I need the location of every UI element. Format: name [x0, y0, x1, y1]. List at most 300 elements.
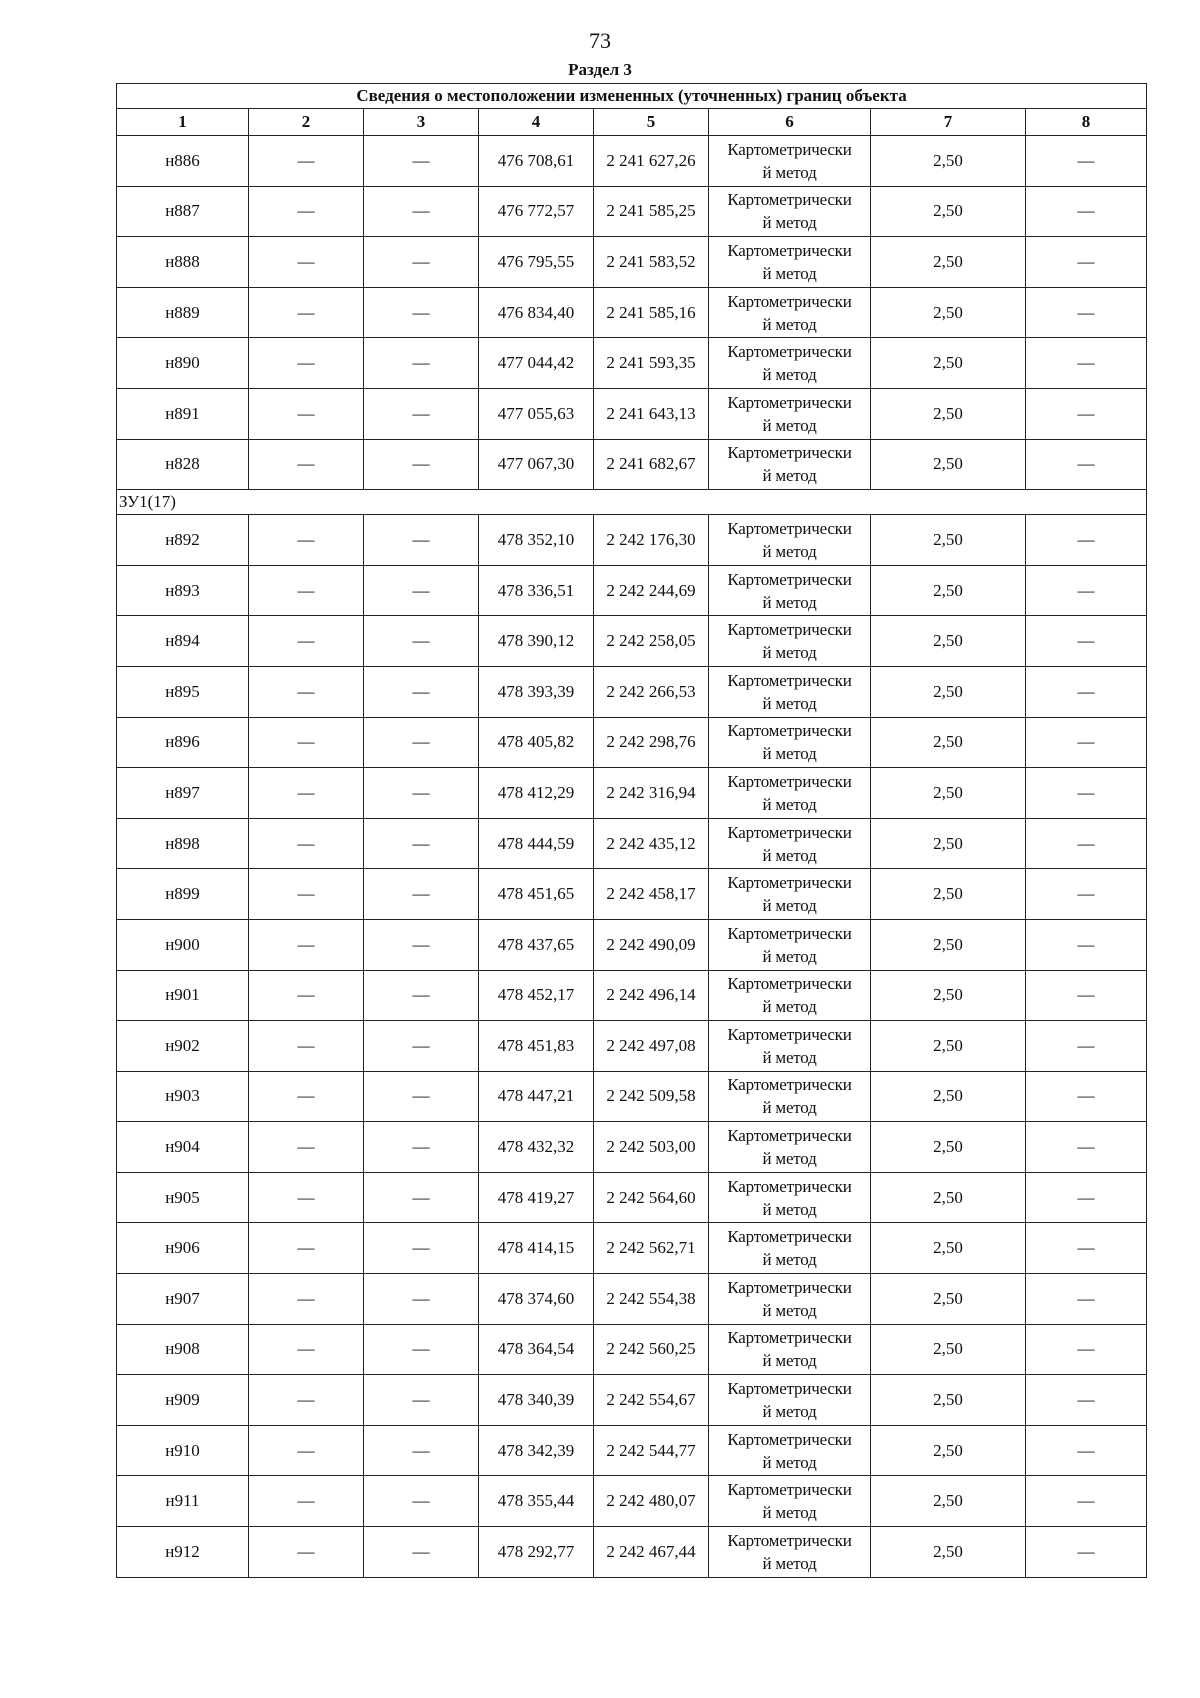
y-coordinate-cell: 2 241 585,16 [594, 287, 709, 338]
point-id-cell: н887 [117, 186, 249, 237]
x-coordinate-cell: 476 772,57 [479, 186, 594, 237]
point-id-cell: н909 [117, 1375, 249, 1426]
column-8-cell: — [1026, 1375, 1147, 1426]
column-8-cell: — [1026, 1527, 1147, 1578]
y-coordinate-cell: 2 241 585,25 [594, 186, 709, 237]
accuracy-cell: 2,50 [871, 515, 1026, 566]
method-line-2: й метод [762, 263, 817, 283]
column-2-cell: — [249, 136, 364, 187]
point-id-cell: н892 [117, 515, 249, 566]
method-line-2: й метод [762, 162, 817, 182]
point-id-cell: н890 [117, 338, 249, 389]
point-id-cell: н888 [117, 237, 249, 288]
method-line-2: й метод [762, 997, 817, 1017]
accuracy-cell: 2,50 [871, 869, 1026, 920]
method-cell [709, 666, 871, 717]
column-8-cell: — [1026, 1425, 1147, 1476]
column-2-cell: — [249, 1021, 364, 1072]
x-coordinate-cell: 478 340,39 [479, 1375, 594, 1426]
accuracy-cell: 2,50 [871, 1223, 1026, 1274]
method-cell [709, 1172, 871, 1223]
y-coordinate-cell: 2 242 564,60 [594, 1172, 709, 1223]
group-row [117, 490, 1147, 515]
accuracy-cell: 2,50 [871, 666, 1026, 717]
point-id-cell: н905 [117, 1172, 249, 1223]
point-id-cell: н828 [117, 439, 249, 490]
table-row [117, 287, 1147, 338]
method-line-2: й метод [762, 1047, 817, 1067]
accuracy-cell: 2,50 [871, 237, 1026, 288]
point-id-cell: н912 [117, 1527, 249, 1578]
table-row [117, 616, 1147, 667]
y-coordinate-cell: 2 242 497,08 [594, 1021, 709, 1072]
accuracy-cell: 2,50 [871, 287, 1026, 338]
method-cell [709, 1375, 871, 1426]
accuracy-cell: 2,50 [871, 1021, 1026, 1072]
method-cell [709, 1425, 871, 1476]
group-label: ЗУ1(17) [117, 490, 1147, 515]
column-8-cell: — [1026, 186, 1147, 237]
x-coordinate-cell: 478 374,60 [479, 1274, 594, 1325]
method-line-1: Картометрически [727, 771, 852, 791]
column-8-cell: — [1026, 1324, 1147, 1375]
y-coordinate-cell: 2 241 682,67 [594, 439, 709, 490]
column-2-cell: — [249, 768, 364, 819]
x-coordinate-cell: 476 708,61 [479, 136, 594, 187]
method-cell [709, 768, 871, 819]
x-coordinate-cell: 476 834,40 [479, 287, 594, 338]
accuracy-cell: 2,50 [871, 616, 1026, 667]
y-coordinate-cell: 2 242 266,53 [594, 666, 709, 717]
table-row [117, 1324, 1147, 1375]
table-row [117, 666, 1147, 717]
x-coordinate-cell: 478 447,21 [479, 1071, 594, 1122]
column-3-cell: — [364, 186, 479, 237]
method-line-2: й метод [762, 1149, 817, 1169]
y-coordinate-cell: 2 241 583,52 [594, 237, 709, 288]
column-2-cell: — [249, 970, 364, 1021]
method-line-1: Картометрически [727, 240, 852, 260]
table-row [117, 970, 1147, 1021]
method-line-2: й метод [762, 415, 817, 435]
column-3-cell: — [364, 237, 479, 288]
y-coordinate-cell: 2 242 562,71 [594, 1223, 709, 1274]
column-3-cell: — [364, 388, 479, 439]
table-row [117, 439, 1147, 490]
y-coordinate-cell: 2 242 554,38 [594, 1274, 709, 1325]
column-3-cell: — [364, 768, 479, 819]
column-8-cell: — [1026, 869, 1147, 920]
column-2-cell: — [249, 388, 364, 439]
column-3-cell: — [364, 1324, 479, 1375]
method-cell [709, 515, 871, 566]
method-line-1: Картометрически [727, 1530, 852, 1550]
column-3-cell: — [364, 1375, 479, 1426]
point-id-cell: н893 [117, 565, 249, 616]
table-row [117, 136, 1147, 187]
point-id-cell: н901 [117, 970, 249, 1021]
table-row [117, 515, 1147, 566]
point-id-cell: н911 [117, 1476, 249, 1527]
column-3-cell: — [364, 1425, 479, 1476]
y-coordinate-cell: 2 242 435,12 [594, 818, 709, 869]
column-8-cell: — [1026, 1122, 1147, 1173]
column-3-cell: — [364, 616, 479, 667]
column-8-cell: — [1026, 287, 1147, 338]
point-id-cell: н907 [117, 1274, 249, 1325]
accuracy-cell: 2,50 [871, 919, 1026, 970]
point-id-cell: н902 [117, 1021, 249, 1072]
method-line-2: й метод [762, 1300, 817, 1320]
method-line-2: й метод [762, 1199, 817, 1219]
column-number: 3 [364, 109, 479, 136]
column-3-cell: — [364, 1476, 479, 1527]
x-coordinate-cell: 478 452,17 [479, 970, 594, 1021]
y-coordinate-cell: 2 241 627,26 [594, 136, 709, 187]
column-number: 2 [249, 109, 364, 136]
accuracy-cell: 2,50 [871, 388, 1026, 439]
method-cell [709, 1122, 871, 1173]
column-3-cell: — [364, 136, 479, 187]
column-3-cell: — [364, 565, 479, 616]
x-coordinate-cell: 478 352,10 [479, 515, 594, 566]
method-cell [709, 186, 871, 237]
column-2-cell: — [249, 287, 364, 338]
column-3-cell: — [364, 1071, 479, 1122]
table-row [117, 565, 1147, 616]
point-id-cell: н897 [117, 768, 249, 819]
column-3-cell: — [364, 919, 479, 970]
method-line-1: Картометрически [727, 392, 852, 412]
column-8-cell: — [1026, 1172, 1147, 1223]
method-line-2: й метод [762, 592, 817, 612]
accuracy-cell: 2,50 [871, 136, 1026, 187]
method-cell [709, 136, 871, 187]
x-coordinate-cell: 478 451,83 [479, 1021, 594, 1072]
method-line-1: Картометрически [727, 1024, 852, 1044]
table-row [117, 768, 1147, 819]
column-8-cell: — [1026, 1071, 1147, 1122]
method-line-1: Картометрически [727, 569, 852, 589]
method-line-1: Картометрически [727, 1176, 852, 1196]
column-8-cell: — [1026, 1223, 1147, 1274]
x-coordinate-cell: 478 342,39 [479, 1425, 594, 1476]
accuracy-cell: 2,50 [871, 1476, 1026, 1527]
column-3-cell: — [364, 717, 479, 768]
method-cell [709, 565, 871, 616]
method-cell [709, 1071, 871, 1122]
table-row [117, 186, 1147, 237]
method-line-1: Картометрически [727, 1277, 852, 1297]
column-number: 4 [479, 109, 594, 136]
column-8-cell: — [1026, 970, 1147, 1021]
method-line-2: й метод [762, 365, 817, 385]
y-coordinate-cell: 2 242 258,05 [594, 616, 709, 667]
coordinates-table [116, 83, 1147, 1578]
column-2-cell: — [249, 186, 364, 237]
column-3-cell: — [364, 287, 479, 338]
x-coordinate-cell: 476 795,55 [479, 237, 594, 288]
accuracy-cell: 2,50 [871, 1071, 1026, 1122]
method-line-1: Картометрически [727, 822, 852, 842]
method-line-2: й метод [762, 1402, 817, 1422]
method-cell [709, 1223, 871, 1274]
column-number: 7 [871, 109, 1026, 136]
x-coordinate-cell: 477 055,63 [479, 388, 594, 439]
column-number: 8 [1026, 109, 1147, 136]
accuracy-cell: 2,50 [871, 818, 1026, 869]
column-8-cell: — [1026, 1021, 1147, 1072]
method-line-2: й метод [762, 1250, 817, 1270]
x-coordinate-cell: 478 414,15 [479, 1223, 594, 1274]
y-coordinate-cell: 2 242 458,17 [594, 869, 709, 920]
table-row [117, 717, 1147, 768]
accuracy-cell: 2,50 [871, 338, 1026, 389]
page-number: 73 [589, 28, 611, 53]
column-3-cell: — [364, 970, 479, 1021]
accuracy-cell: 2,50 [871, 439, 1026, 490]
column-3-cell: — [364, 1527, 479, 1578]
column-8-cell: — [1026, 565, 1147, 616]
x-coordinate-cell: 478 393,39 [479, 666, 594, 717]
column-2-cell: — [249, 1122, 364, 1173]
y-coordinate-cell: 2 242 544,77 [594, 1425, 709, 1476]
method-cell [709, 1324, 871, 1375]
accuracy-cell: 2,50 [871, 768, 1026, 819]
x-coordinate-cell: 478 444,59 [479, 818, 594, 869]
method-line-2: й метод [762, 1553, 817, 1573]
y-coordinate-cell: 2 242 480,07 [594, 1476, 709, 1527]
column-3-cell: — [364, 439, 479, 490]
accuracy-cell: 2,50 [871, 1122, 1026, 1173]
x-coordinate-cell: 478 437,65 [479, 919, 594, 970]
column-2-cell: — [249, 1274, 364, 1325]
point-id-cell: н910 [117, 1425, 249, 1476]
method-line-1: Картометрически [727, 670, 852, 690]
column-8-cell: — [1026, 616, 1147, 667]
table-row [117, 1375, 1147, 1426]
column-2-cell: — [249, 237, 364, 288]
method-line-2: й метод [762, 643, 817, 663]
method-cell [709, 237, 871, 288]
method-line-2: й метод [762, 794, 817, 814]
column-2-cell: — [249, 1527, 364, 1578]
table-row [117, 338, 1147, 389]
point-id-cell: н900 [117, 919, 249, 970]
y-coordinate-cell: 2 242 509,58 [594, 1071, 709, 1122]
table-row [117, 1021, 1147, 1072]
table-row [117, 1476, 1147, 1527]
column-3-cell: — [364, 1122, 479, 1173]
column-2-cell: — [249, 1172, 364, 1223]
column-2-cell: — [249, 666, 364, 717]
y-coordinate-cell: 2 242 503,00 [594, 1122, 709, 1173]
column-3-cell: — [364, 666, 479, 717]
method-line-1: Картометрически [727, 1429, 852, 1449]
method-line-2: й метод [762, 466, 817, 486]
table-row [117, 1071, 1147, 1122]
column-8-cell: — [1026, 237, 1147, 288]
method-cell [709, 1021, 871, 1072]
point-id-cell: н908 [117, 1324, 249, 1375]
y-coordinate-cell: 2 242 244,69 [594, 565, 709, 616]
accuracy-cell: 2,50 [871, 565, 1026, 616]
column-8-cell: — [1026, 439, 1147, 490]
column-2-cell: — [249, 616, 364, 667]
column-8-cell: — [1026, 919, 1147, 970]
accuracy-cell: 2,50 [871, 1527, 1026, 1578]
table-row [117, 1223, 1147, 1274]
x-coordinate-cell: 478 412,29 [479, 768, 594, 819]
method-cell [709, 717, 871, 768]
y-coordinate-cell: 2 242 467,44 [594, 1527, 709, 1578]
method-line-1: Картометрически [727, 518, 852, 538]
point-id-cell: н889 [117, 287, 249, 338]
column-2-cell: — [249, 818, 364, 869]
point-id-cell: н899 [117, 869, 249, 920]
column-8-cell: — [1026, 666, 1147, 717]
method-cell [709, 338, 871, 389]
method-line-1: Картометрически [727, 1126, 852, 1146]
column-3-cell: — [364, 1274, 479, 1325]
column-2-cell: — [249, 1425, 364, 1476]
column-3-cell: — [364, 818, 479, 869]
y-coordinate-cell: 2 242 554,67 [594, 1375, 709, 1426]
method-cell [709, 818, 871, 869]
column-2-cell: — [249, 1071, 364, 1122]
table-row [117, 1172, 1147, 1223]
method-line-2: й метод [762, 1452, 817, 1472]
column-8-cell: — [1026, 768, 1147, 819]
table-row [117, 1425, 1147, 1476]
y-coordinate-cell: 2 241 643,13 [594, 388, 709, 439]
column-number: 1 [117, 109, 249, 136]
method-cell [709, 1527, 871, 1578]
y-coordinate-cell: 2 242 316,94 [594, 768, 709, 819]
method-line-2: й метод [762, 1351, 817, 1371]
point-id-cell: н891 [117, 388, 249, 439]
method-line-1: Картометрически [727, 974, 852, 994]
method-line-1: Картометрически [727, 342, 852, 362]
column-8-cell: — [1026, 515, 1147, 566]
x-coordinate-cell: 478 432,32 [479, 1122, 594, 1173]
x-coordinate-cell: 477 067,30 [479, 439, 594, 490]
column-8-cell: — [1026, 717, 1147, 768]
x-coordinate-cell: 478 364,54 [479, 1324, 594, 1375]
column-2-cell: — [249, 565, 364, 616]
column-number: 6 [709, 109, 871, 136]
accuracy-cell: 2,50 [871, 1274, 1026, 1325]
method-line-1: Картометрически [727, 190, 852, 210]
column-8-cell: — [1026, 388, 1147, 439]
accuracy-cell: 2,50 [871, 717, 1026, 768]
method-line-2: й метод [762, 1098, 817, 1118]
table-row [117, 818, 1147, 869]
column-3-cell: — [364, 1172, 479, 1223]
method-line-1: Картометрически [727, 1075, 852, 1095]
x-coordinate-cell: 478 390,12 [479, 616, 594, 667]
table-row [117, 388, 1147, 439]
table-row [117, 237, 1147, 288]
method-line-2: й метод [762, 693, 817, 713]
method-line-1: Картометрически [727, 923, 852, 943]
table-row [117, 1527, 1147, 1578]
accuracy-cell: 2,50 [871, 1425, 1026, 1476]
method-line-2: й метод [762, 946, 817, 966]
column-3-cell: — [364, 1223, 479, 1274]
x-coordinate-cell: 478 451,65 [479, 869, 594, 920]
x-coordinate-cell: 478 292,77 [479, 1527, 594, 1578]
method-cell [709, 287, 871, 338]
column-3-cell: — [364, 869, 479, 920]
table-row [117, 1122, 1147, 1173]
column-8-cell: — [1026, 1476, 1147, 1527]
y-coordinate-cell: 2 241 593,35 [594, 338, 709, 389]
method-line-2: й метод [762, 541, 817, 561]
y-coordinate-cell: 2 242 496,14 [594, 970, 709, 1021]
table-row [117, 919, 1147, 970]
column-2-cell: — [249, 515, 364, 566]
column-3-cell: — [364, 338, 479, 389]
column-2-cell: — [249, 1223, 364, 1274]
y-coordinate-cell: 2 242 298,76 [594, 717, 709, 768]
method-cell [709, 1274, 871, 1325]
point-id-cell: н895 [117, 666, 249, 717]
column-2-cell: — [249, 717, 364, 768]
method-line-1: Картометрически [727, 1328, 852, 1348]
y-coordinate-cell: 2 242 176,30 [594, 515, 709, 566]
column-8-cell: — [1026, 1274, 1147, 1325]
column-8-cell: — [1026, 136, 1147, 187]
accuracy-cell: 2,50 [871, 186, 1026, 237]
point-id-cell: н903 [117, 1071, 249, 1122]
point-id-cell: н896 [117, 717, 249, 768]
method-line-2: й метод [762, 896, 817, 916]
method-cell [709, 919, 871, 970]
column-2-cell: — [249, 1476, 364, 1527]
method-cell [709, 388, 871, 439]
column-8-cell: — [1026, 818, 1147, 869]
method-line-2: й метод [762, 213, 817, 233]
accuracy-cell: 2,50 [871, 1172, 1026, 1223]
method-line-2: й метод [762, 744, 817, 764]
column-2-cell: — [249, 869, 364, 920]
column-3-cell: — [364, 515, 479, 566]
point-id-cell: н894 [117, 616, 249, 667]
x-coordinate-cell: 478 355,44 [479, 1476, 594, 1527]
column-2-cell: — [249, 439, 364, 490]
y-coordinate-cell: 2 242 560,25 [594, 1324, 709, 1375]
method-line-1: Картометрически [727, 1227, 852, 1247]
column-8-cell: — [1026, 338, 1147, 389]
x-coordinate-cell: 477 044,42 [479, 338, 594, 389]
column-numbers-row [117, 109, 1147, 136]
method-line-2: й метод [762, 314, 817, 334]
method-line-1: Картометрически [727, 1480, 852, 1500]
accuracy-cell: 2,50 [871, 1375, 1026, 1426]
method-line-2: й метод [762, 1503, 817, 1523]
accuracy-cell: 2,50 [871, 1324, 1026, 1375]
table-row [117, 1274, 1147, 1325]
method-cell [709, 1476, 871, 1527]
method-line-1: Картометрически [727, 291, 852, 311]
point-id-cell: н906 [117, 1223, 249, 1274]
column-2-cell: — [249, 338, 364, 389]
method-line-1: Картометрически [727, 1379, 852, 1399]
method-cell [709, 970, 871, 1021]
x-coordinate-cell: 478 336,51 [479, 565, 594, 616]
method-line-1: Картометрически [727, 620, 852, 640]
